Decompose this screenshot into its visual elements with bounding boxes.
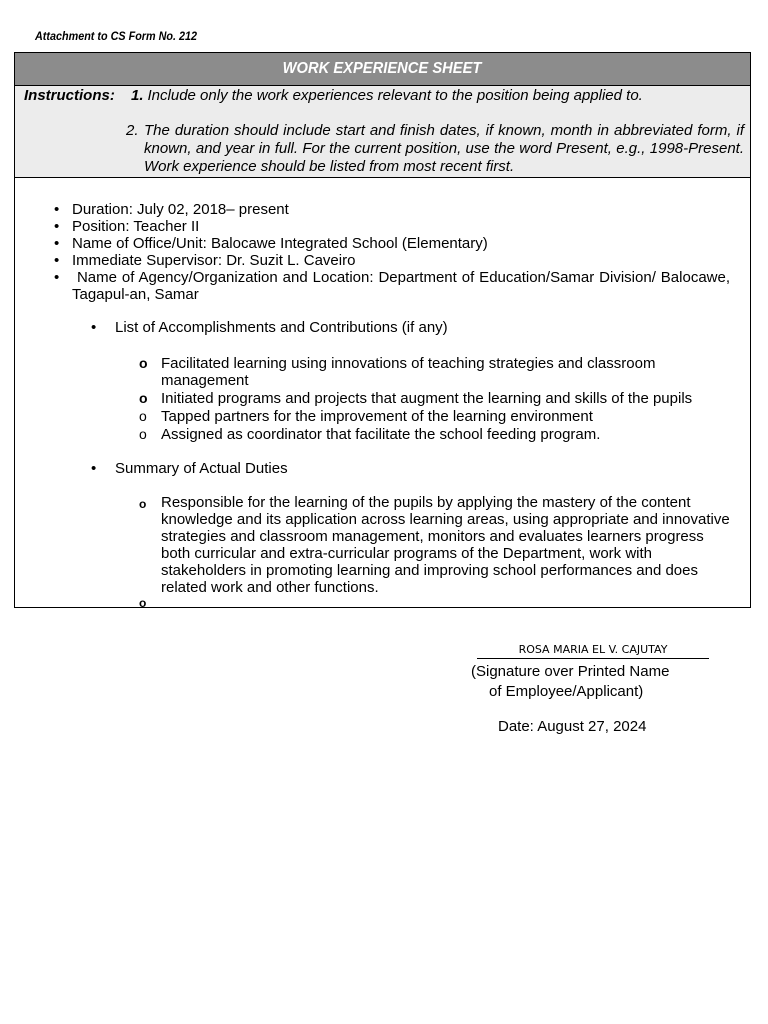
instruction-1: 1. Include only the work experiences relevant to the position being applied to. bbox=[131, 87, 643, 104]
bullet-icon: • bbox=[54, 269, 60, 286]
signature-caption: (Signature over Printed Name of Employee/Applicant) bbox=[471, 663, 670, 700]
duty-item: o Responsible for the learning of the pupils by applying the mastery of the content knowledge and its application across learning areas, using appropriate and innovative strategies and classroom management, monitors and evaluates learners progress both curricular and extra-curricular programs of the Department, work with stakeholders in promoting learning and improving school performances and does related work and other functions. bbox=[139, 494, 730, 596]
detail-supervisor: • Immediate Supervisor: Dr. Suzit L. Caveiro bbox=[54, 252, 356, 269]
circle-bullet-icon: o bbox=[139, 390, 148, 406]
accomplishment-item: o Facilitated learning using innovations of teaching strategies and classroom management bbox=[139, 355, 656, 389]
detail-duration: • Duration: July 02, 2018– present bbox=[54, 201, 289, 218]
bullet-icon: • bbox=[54, 218, 60, 235]
signature-printed-name: ROSA MARIA EL V. CAJUTAY bbox=[518, 643, 668, 656]
instructions-box bbox=[15, 86, 750, 178]
bullet-icon: • bbox=[54, 235, 60, 252]
sheet-title: WORK EXPERIENCE SHEET bbox=[15, 53, 750, 86]
bullet-icon: • bbox=[54, 252, 60, 269]
accomplishments-heading: • List of Accomplishments and Contributions (if any) bbox=[91, 319, 448, 336]
instructions-label: Instructions: bbox=[24, 87, 115, 104]
signature-date: Date: August 27, 2024 bbox=[498, 718, 647, 735]
instruction-2: 2. The duration should include start and finish dates, if known, month in abbreviated form, if known, and year in full. For the current position, use the word Present, e.g., 1998-Present. Work experience should be listed from most recent first. bbox=[126, 122, 744, 175]
bullet-icon: • bbox=[91, 319, 97, 336]
accomplishment-item: o Assigned as coordinator that facilitate the school feeding program. bbox=[139, 426, 601, 443]
bullet-icon: • bbox=[91, 460, 97, 477]
detail-position: • Position: Teacher II bbox=[54, 218, 200, 235]
accomplishment-item: o Initiated programs and projects that augment the learning and skills of the pupils bbox=[139, 390, 693, 407]
circle-bullet-icon: o bbox=[139, 497, 147, 511]
bullet-icon: • bbox=[54, 201, 60, 218]
detail-office: • Name of Office/Unit: Balocawe Integrated School (Elementary) bbox=[54, 235, 488, 252]
circle-bullet-icon: o bbox=[139, 426, 147, 442]
detail-agency: • Name of Agency/Organization and Location: Department of Education/Samar Division/ Balocawe, Tagapul-an, Samar bbox=[54, 269, 734, 303]
accomplishment-item: o Tapped partners for the improvement of the learning environment bbox=[139, 408, 593, 425]
duties-heading: • Summary of Actual Duties bbox=[91, 460, 288, 477]
circle-bullet-icon: o bbox=[139, 408, 147, 424]
circle-bullet-icon: o bbox=[139, 596, 147, 610]
attachment-label: Attachment to CS Form No. 212 bbox=[35, 29, 198, 43]
signature-line bbox=[477, 658, 709, 659]
circle-bullet-icon: o bbox=[139, 355, 148, 371]
